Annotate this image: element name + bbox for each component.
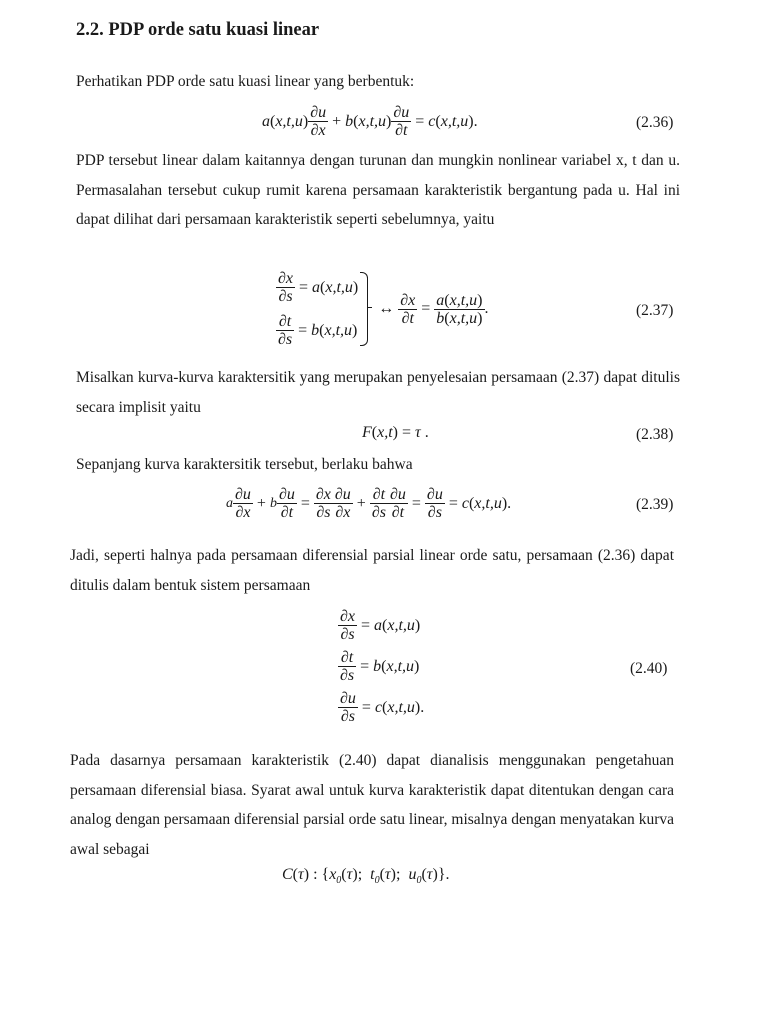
paragraph-system: Jadi, seperti halnya pada persamaan diferensial parsial linear orde satu, persamaan (2.36) dapat ditulis dalam bentuk sistem persamaan <box>70 547 674 594</box>
section-title: 2.2. PDP orde satu kuasi linear <box>76 20 320 40</box>
equation-2-38: F(x,t) = τ . <box>362 424 429 441</box>
paragraph-along-curve: Sepanjang kurva karaktersitik tersebut, berlaku bahwa <box>76 456 413 473</box>
equation-number-2-36: (2.36) <box>636 114 674 131</box>
paragraph-initial-condition: Pada dasarnya persamaan karakteristik (2.40) dapat dianalisis menggunakan pengetahuan persamaan diferensial biasa. Syarat awal untuk kurva karakteristik dapat ditentukan dengan cara analog dengan persamaan diferensial parsial orde satu linear, misalnya dengan menyatakan kurva awal sebagai <box>70 752 674 858</box>
equation-number-2-38: (2.38) <box>636 426 674 443</box>
equation-number-2-40: (2.40) <box>630 660 668 677</box>
paragraph-nonlinear: PDP tersebut linear dalam kaitannya dengan turunan dan mungkin nonlinear variabel x, t dan u. Permasalahan tersebut cukup rumit karena persamaan karakteristik bergantung pada u. Hal ini dapat dilihat dari persamaan karakteristik seperti sebelumnya, yaitu <box>76 152 680 228</box>
equation-initial-curve: C(τ) : {$x_0(\tau)$; $t_0(\tau)$; $u_0(\tau)$}. <box>282 866 450 887</box>
equation-number-2-37: (2.37) <box>636 302 674 319</box>
equation-2-37: $\frac{\partial x}{\partial s}$ = a(x,t,u) $\frac{\partial t}{\partial s}$ = b(x,t,u) ↔ $\frac{\partial x}{\partial t}$ = $\frac{a(x,t,u)}{b(x,t,u)}$ . <box>278 270 489 348</box>
equation-number-2-39: (2.39) <box>636 496 674 513</box>
paragraph-implicit: Misalkan kurva-kurva karaktersitik yang merupakan penyelesaian persamaan (2.37) dapat ditulis secara implisit yaitu <box>76 369 680 416</box>
equation-2-40: $\frac{\partial x}{\partial s}$ = a(x,t,u) $\frac{\partial t}{\partial s}$ = b(x,t,u) $\frac{\partial u}{\partial s}$ = c(x,t,u). <box>340 608 425 725</box>
equation-2-36: a(x,t,u) $\frac{\partial u}{\partial x}$ + b(x,t,u) $\frac{\partial u}{\partial t}$ = c(x,t,u). <box>262 104 478 139</box>
brace-symbol <box>360 272 368 346</box>
equation-2-39: a $\frac{\partial u}{\partial x}$ + b $\frac{\partial u}{\partial t}$ = $\frac{\partial x}{\partial s}$ $\frac{\partial u}{\partial x}$ + $\frac{\partial t}{\partial s}$ $\frac{\partial u}{\partial t}$ = $\frac{\partial u}{\partial s}$ = c(x,t,u). <box>226 486 512 521</box>
paragraph-intro: Perhatikan PDP orde satu kuasi linear yang berbentuk: <box>76 73 415 90</box>
